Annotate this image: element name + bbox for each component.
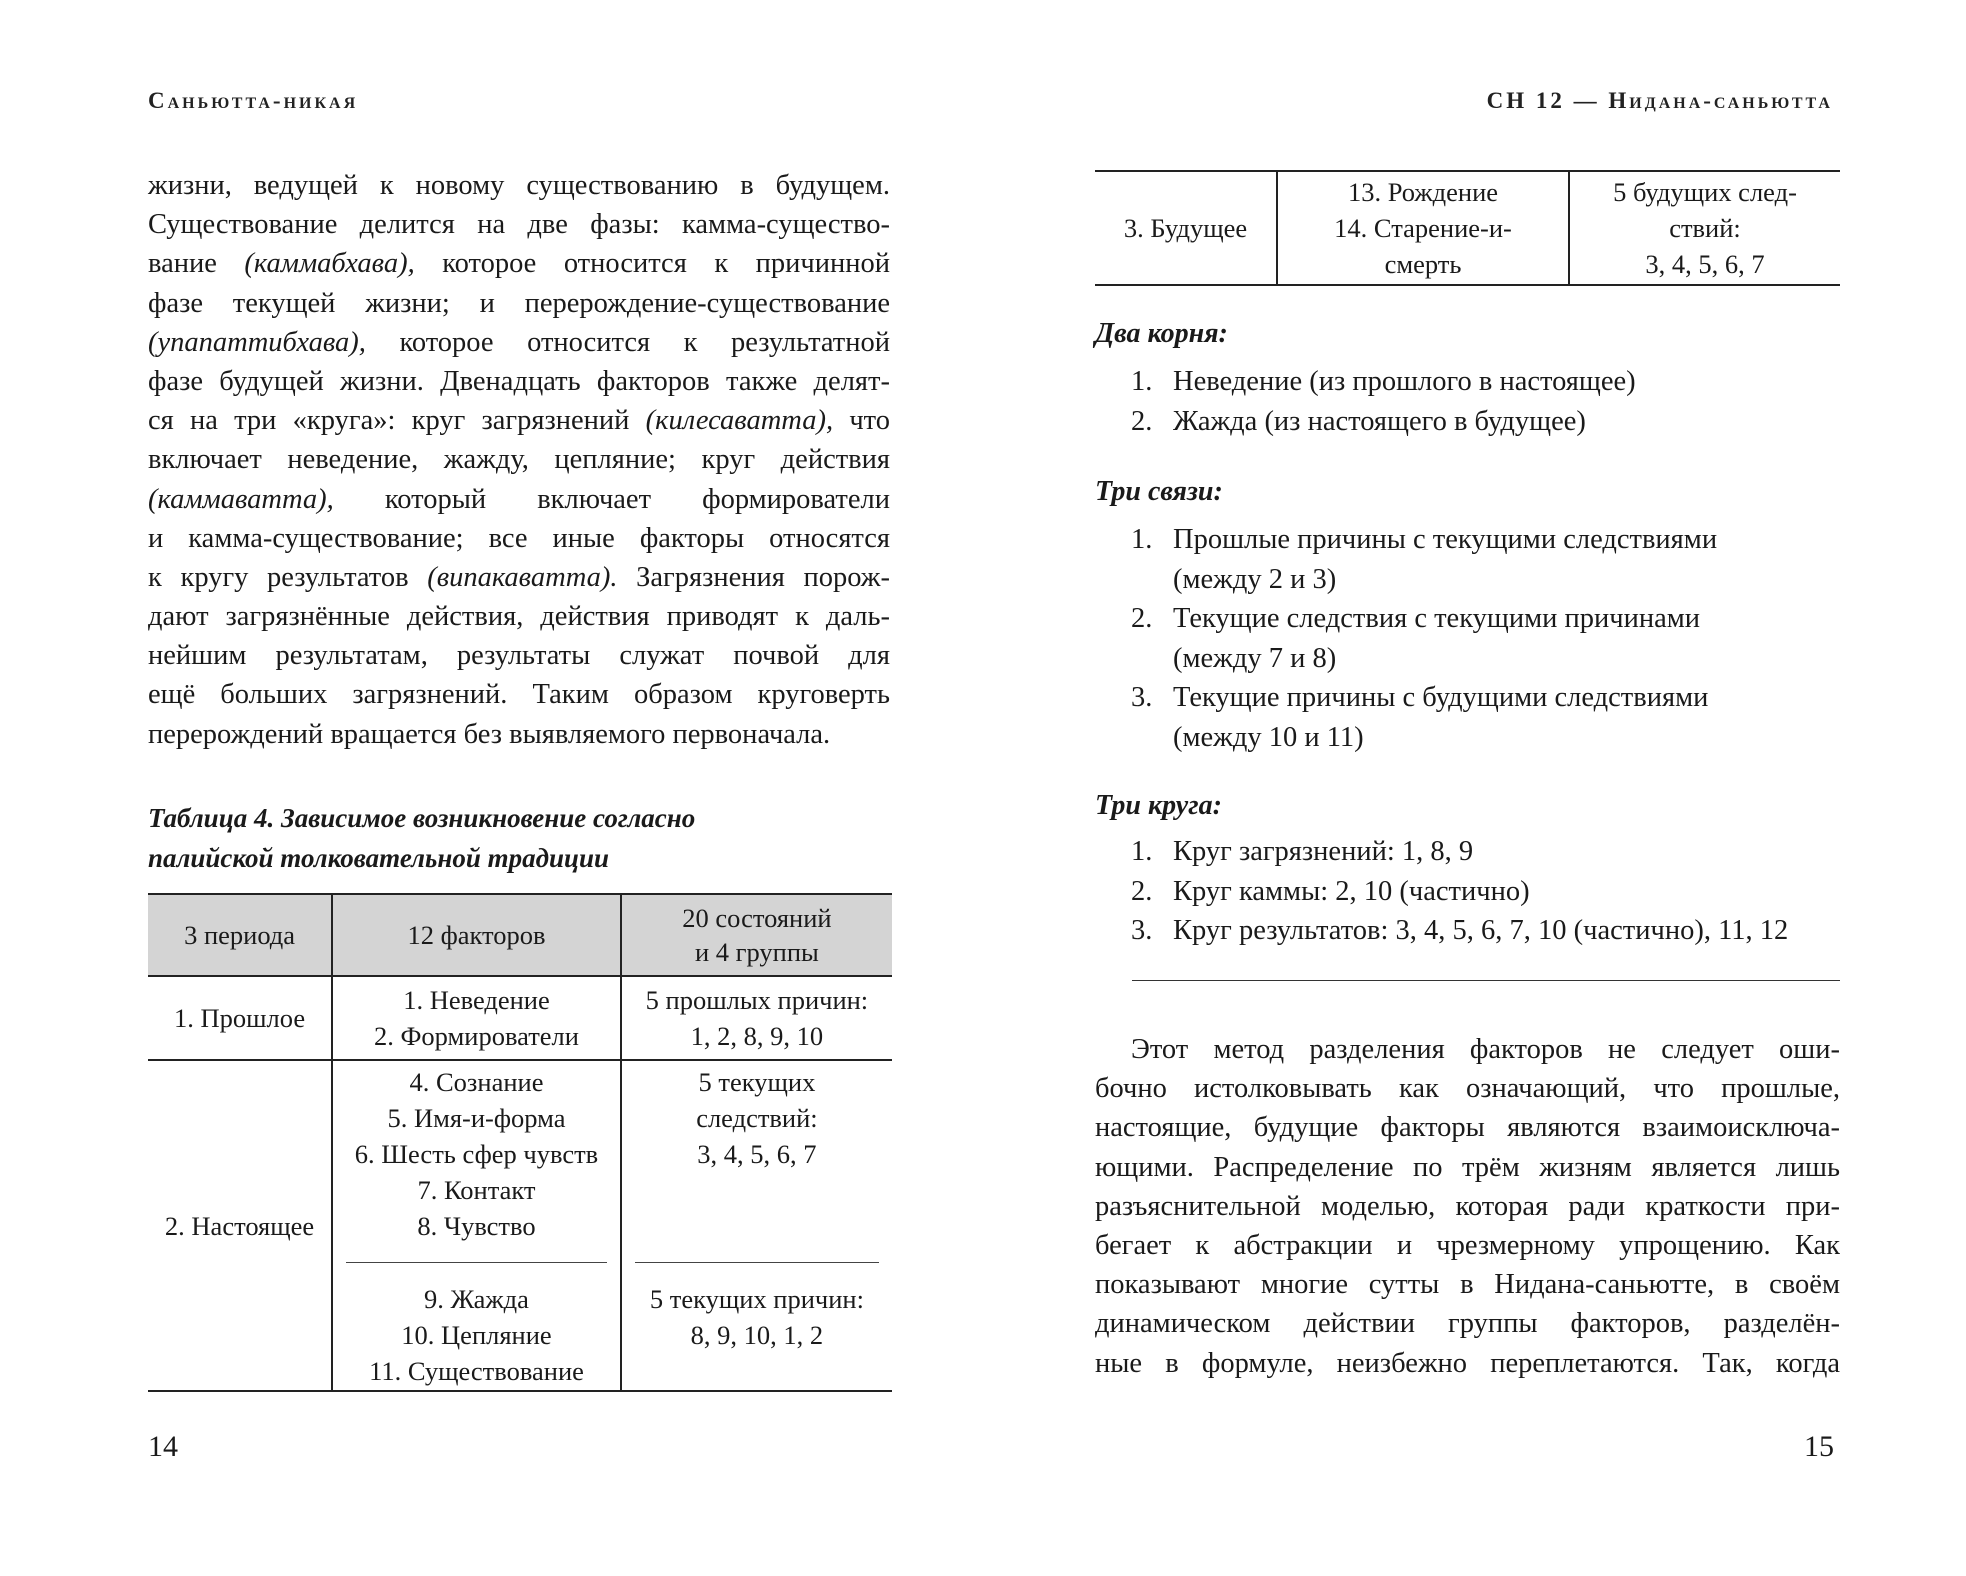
row-present xyxy=(148,1060,892,1391)
text-segment: и камма-существование; все иные факторы относятся xyxy=(148,522,890,554)
list-number: 2. xyxy=(1131,603,1153,634)
list-item xyxy=(1095,678,1855,757)
list-text: Прошлые причины с текущими следствиями xyxy=(1173,524,1718,555)
text-line xyxy=(148,362,890,401)
period-future: 3. Будущее xyxy=(1095,171,1277,285)
text-segment: Загрязнения порож- xyxy=(617,561,890,593)
text-segment: фазе будущей жизни. Двенадцать факторов также делят- xyxy=(148,365,890,397)
factors-future xyxy=(1277,171,1569,285)
factors-past xyxy=(332,976,621,1060)
page-number-left: 14 xyxy=(148,1430,178,1463)
text-line xyxy=(148,166,890,205)
factor-item: 7. Контакт xyxy=(417,1175,536,1205)
text-segment: включает неведение, жажду, цепляние; круг действия xyxy=(148,444,890,476)
factor-item: 6. Шесть сфер чувств xyxy=(354,1139,599,1169)
text-segment: жизни, ведущей к новому существованию в будущем. xyxy=(148,170,890,201)
text-line: настоящие, будущие факторы являются взаимоисключа- xyxy=(1095,1112,1840,1144)
group-divider xyxy=(635,1262,879,1263)
text-line: бочно истолковывать как означающий, что прошлые, xyxy=(1095,1073,1840,1105)
text-line: ные в формуле, неизбежно переплетаются. Так, когда xyxy=(1095,1347,1840,1379)
text-segment: перерождений вращается без выявляемого первоначала. xyxy=(148,718,831,750)
header-states-line: и 4 группы xyxy=(694,937,819,967)
factor-item: 5. Имя-и-форма xyxy=(387,1103,566,1133)
text-line: ющими. Распределение по трём жизням является лишь xyxy=(1095,1151,1840,1183)
list-text: Текущие следствия с текущими причинами xyxy=(1173,603,1701,634)
section-heading-links: Три связи: xyxy=(1095,476,1223,507)
list-number: 1. xyxy=(1131,366,1153,397)
text-line xyxy=(148,519,890,558)
text-segment: которое относится к результатной xyxy=(365,326,890,358)
factor-item: 4. Сознание xyxy=(409,1067,544,1097)
table-caption xyxy=(148,798,890,878)
period-past: 1. Прошлое xyxy=(148,976,332,1060)
list-item xyxy=(1095,402,1855,442)
text-segment: ещё больших загрязнений. Таким образом круговерть xyxy=(148,679,890,711)
state-item: 5 текущих причин: xyxy=(649,1284,864,1314)
list-item xyxy=(1095,599,1855,678)
text-segment: вание xyxy=(148,248,245,280)
text-segment: которое относится к причинной xyxy=(414,248,891,280)
text-line xyxy=(148,244,890,283)
header-states xyxy=(621,894,892,976)
header-factors: 12 факторов xyxy=(332,894,621,976)
future-period-table xyxy=(1095,170,1840,286)
factors-present xyxy=(332,1060,621,1391)
factor-item: 13. Рождение xyxy=(1347,177,1499,207)
table-header-row xyxy=(148,894,892,976)
pali-term: (каммабхава), xyxy=(244,248,415,280)
factor-item: 2. Формирователи xyxy=(373,1021,579,1051)
list-text: Круг каммы: 2, 10 (частично) xyxy=(1173,875,1530,907)
list-circles xyxy=(1095,832,1855,951)
text-line xyxy=(148,401,890,440)
states-present xyxy=(621,1060,892,1391)
list-text: (между 10 и 11) xyxy=(1173,721,1364,753)
running-head-right: СН 12 — Нидана-саньютта xyxy=(1486,88,1833,113)
text-segment: дают загрязнённые действия, действия приводят к даль- xyxy=(148,601,890,633)
text-line xyxy=(148,205,890,244)
text-line xyxy=(148,636,890,675)
header-periods: 3 периода xyxy=(148,894,332,976)
text-line: разъяснительной моделью, которая ради краткости при- xyxy=(1095,1190,1840,1222)
row-past xyxy=(148,976,892,1060)
section-heading-circles: Три круга: xyxy=(1095,790,1222,821)
text-segment: Существование делится на две фазы: камма-существо- xyxy=(148,209,890,241)
pali-term: (каммаватта), xyxy=(148,483,334,515)
state-item: 5 прошлых причин: xyxy=(645,985,869,1015)
factor-item: 14. Старение-и- xyxy=(1334,213,1512,243)
list-number: 2. xyxy=(1131,875,1153,907)
text-line xyxy=(148,558,890,597)
list-links xyxy=(1095,520,1855,757)
list-text: Круг результатов: 3, 4, 5, 6, 7, 10 (частично), 11, 12 xyxy=(1173,915,1789,946)
list-item xyxy=(1095,362,1855,402)
text-line xyxy=(148,675,890,714)
list-number: 3. xyxy=(1131,915,1153,946)
section-heading-roots: Два корня: xyxy=(1095,318,1228,349)
pali-term: (випакаватта). xyxy=(427,561,618,593)
dependent-origination-table xyxy=(148,893,892,1392)
list-text: (между 2 и 3) xyxy=(1173,563,1337,595)
text-segment: что xyxy=(833,405,890,437)
text-segment: ся на три «круга»: круг загрязнений xyxy=(148,405,646,437)
text-line xyxy=(148,715,890,754)
text-line xyxy=(148,597,890,636)
state-item: 5 будущих след- xyxy=(1613,177,1797,207)
states-future xyxy=(1569,171,1840,285)
left-paragraph xyxy=(148,166,890,754)
period-present: 2. Настоящее xyxy=(148,1060,332,1391)
list-number: 1. xyxy=(1131,836,1153,867)
list-text: Текущие причины с будущими следствиями xyxy=(1173,682,1709,713)
page-number-right: 15 xyxy=(1804,1430,1834,1463)
text-segment: фазе текущей жизни; и перерождение-существование xyxy=(148,287,890,319)
states-past xyxy=(621,976,892,1060)
pali-term: (упапаттибхава), xyxy=(148,326,366,358)
text-line: динамическом действии группы факторов, разделён- xyxy=(1095,1308,1840,1340)
text-line xyxy=(148,284,890,323)
text-line: показывают многие сутты в Нидана-саньютте, в своём xyxy=(1095,1269,1840,1301)
list-item xyxy=(1095,520,1855,599)
state-item: 8, 9, 10, 1, 2 xyxy=(690,1320,824,1350)
group-divider xyxy=(346,1262,607,1263)
factor-item: смерть xyxy=(1384,249,1462,279)
right-paragraph xyxy=(1095,1030,1840,1383)
list-roots xyxy=(1095,362,1855,441)
section-rule xyxy=(1132,980,1840,981)
text-line xyxy=(148,440,890,479)
text-line: бегает к абстракции и чрезмерному упрощению. Как xyxy=(1095,1229,1840,1261)
factor-item: 1. Неведение xyxy=(403,985,550,1015)
list-item xyxy=(1095,872,1855,912)
list-text: Круг загрязнений: 1, 8, 9 xyxy=(1173,836,1474,867)
list-text: (между 7 и 8) xyxy=(1173,642,1337,674)
table-caption-line: Таблица 4. Зависимое возникновение согласно xyxy=(148,803,696,833)
pali-term: (килесаватта), xyxy=(645,405,834,437)
list-text: Жажда (из настоящего в будущее) xyxy=(1173,405,1586,437)
text-line xyxy=(148,323,890,362)
text-segment: который включает формирователи xyxy=(333,483,890,515)
state-item: 1, 2, 8, 9, 10 xyxy=(690,1021,824,1051)
list-item xyxy=(1095,832,1855,872)
list-item xyxy=(1095,911,1855,951)
text-segment: к кругу результатов xyxy=(148,561,428,593)
text-segment: нейшим результатам, результаты служат почвой для xyxy=(148,640,890,672)
factor-item: 11. Существование xyxy=(369,1356,584,1386)
state-item: 3, 4, 5, 6, 7 xyxy=(697,1139,817,1169)
state-item: ствий: xyxy=(1669,213,1741,243)
list-text: Неведение (из прошлого в настоящее) xyxy=(1173,366,1636,397)
factor-item: 10. Цепляние xyxy=(401,1320,552,1350)
list-number: 1. xyxy=(1131,524,1153,555)
list-number: 3. xyxy=(1131,682,1153,713)
header-states-line: 20 состояний xyxy=(682,903,832,933)
row-future xyxy=(1095,171,1840,285)
state-item: следствий: xyxy=(696,1103,818,1133)
state-item: 3, 4, 5, 6, 7 xyxy=(1645,249,1765,279)
factor-item: 8. Чувство xyxy=(417,1211,536,1241)
running-head-left: Саньютта-никая xyxy=(148,88,359,113)
table-caption-line: палийской толковательной традиции xyxy=(148,843,610,873)
text-line: Этот метод разделения факторов не следует оши- xyxy=(1131,1034,1840,1065)
list-number: 2. xyxy=(1131,405,1153,437)
text-line xyxy=(148,480,890,519)
state-item: 5 текущих xyxy=(698,1067,816,1097)
factor-item: 9. Жажда xyxy=(424,1284,529,1314)
